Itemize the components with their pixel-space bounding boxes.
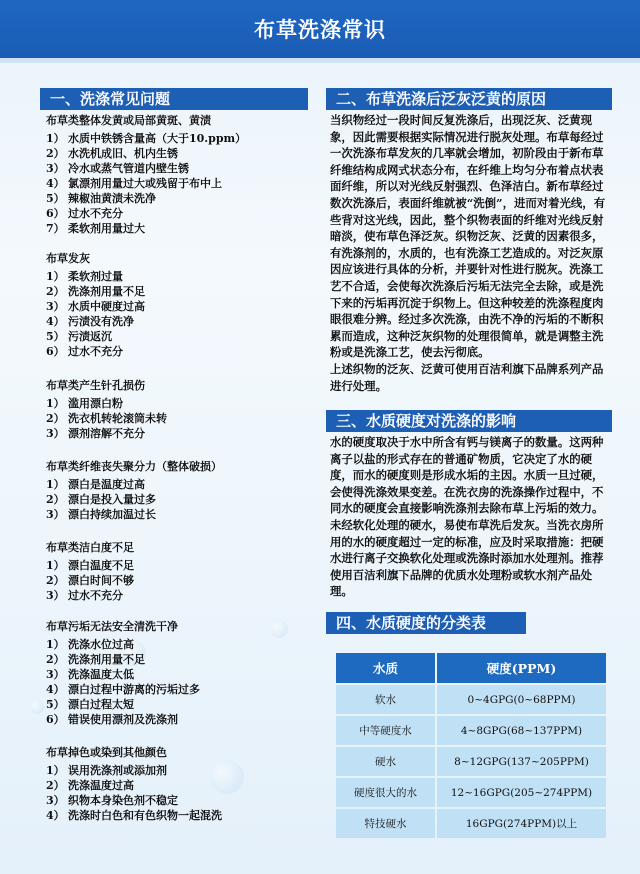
page-title: 布草洗涤常识 [254,18,386,42]
banner-divider [0,58,640,63]
item-text: 过水不充分 [68,345,123,358]
item-text: 污渍没有洗净 [68,315,134,328]
item-number: 3） [46,162,65,175]
item-number: 3） [46,794,65,807]
list-item [46,558,308,573]
list-item [46,344,308,359]
group-title: 布草类产生针孔损伤 [46,379,145,392]
problem-group [46,459,308,522]
item-number: 2） [46,779,65,792]
paragraph: 水的硬度取决于水中所含有钙与镁离子的数量。这两种离子以盐的形式存在的普通矿物质，它决定了水的硬度，而水的硬度则是形成水垢的主因。水质一旦过硬，会使得洗涤效果变差。在洗衣房的洗涤操作过程中，不同水的硬度会直接影响洗涤剂去除布草上污垢的效力。未经软化处理的硬水，易使布草洗后发灰。当洗衣房所用的水的硬度超过一定的标准，应及时采取措施：把硬水进行离子交换软化处理或洗涤时添加水处理剂。推荐使用百洁利旗下品牌的优质水处理粉或软水剂产品处理。 [330,435,604,599]
section-heading-common-problems: 一、洗涤常见问题 [40,88,308,110]
item-number: 2） [46,493,65,506]
item-number: 2） [46,653,65,666]
item-number: 6） [46,345,65,358]
list-item [46,793,308,808]
list-item [46,176,308,191]
item-text: 漂白过程太短 [68,698,134,711]
item-number: 2） [46,147,65,160]
water-hardness-text [330,434,610,600]
table-row [336,716,606,745]
item-text: 漂白是投入量过多 [68,493,156,506]
item-text: 过水不充分 [68,207,123,220]
column-header-water-type: 水质 [336,653,435,683]
item-number: 1） [46,764,65,777]
item-text: 污渍返沉 [68,330,112,343]
list-item [46,426,308,441]
item-text: 洗涤温度太低 [68,668,134,681]
item-number: 1） [46,559,65,572]
item-text: 漂白温度不足 [68,559,134,572]
item-number: 3） [46,589,65,602]
table-row [336,747,606,776]
table-body [336,685,606,838]
list-item [46,329,308,344]
cell-water-type: 中等硬度水 [336,716,435,745]
cell-hardness-range: 0~4GPG(0~68PPM) [437,685,606,714]
problem-group [46,540,308,603]
item-number: 2） [46,574,65,587]
item-number: 3） [46,300,65,313]
item-text: 水洗机成旧、机内生锈 [68,147,178,160]
list-item [46,411,308,426]
hardness-table [334,651,608,840]
group-title: 布草污垢无法安全清洗干净 [46,620,178,633]
list-item [46,131,308,146]
list-item [46,492,308,507]
list-item [46,284,308,299]
item-text: 织物本身染色剂不稳定 [68,794,178,807]
item-number: 4） [46,809,65,822]
problem-group [46,619,308,727]
list-item [46,763,308,778]
item-number: 1） [46,638,65,651]
item-text: 辣椒油黄渍未洗净 [68,192,156,205]
item-text: 洗衣机转轮滚筒未转 [68,412,167,425]
problem-group [46,113,308,236]
item-number: 6） [46,207,65,220]
group-title: 布草类纤维丧失聚分力（整体破损） [46,460,222,473]
item-text: 漂白是温度过高 [68,478,145,491]
list-item [46,299,308,314]
group-title: 布草发灰 [46,252,90,265]
item-text: 滥用漂白粉 [68,397,123,410]
item-text: 氯漂剂用量过大或残留于布中上 [68,177,222,190]
item-text: 水质中硬度过高 [68,300,145,313]
list-item [46,507,308,522]
item-number: 7） [46,222,65,235]
item-text: 洗涤温度过高 [68,779,134,792]
paragraph: 当织物经过一段时间反复洗涤后，出现泛灰、泛黄现象，因此需要根据实际情况进行脱灰处理。布草每经过一次洗涤布草发灰的几率就会增加，初阶段由于新布草纤维结构成网式状态分布，在纤维上均匀分布着点状表面纤维，所以对光线反射强烈、色泽洁白。新布草经过数次洗涤后，表面纤维就被“洗倒”，进而对着光线，有些背对这光线，因此，整个织物表面的纤维对光线反射暗淡，使布草色泽泛灰。织物泛灰、泛黄的因素很多，有洗涤剂的，水质的，也有洗涤工艺造成的。对泛灰原因应该进行具体的分析，并要针对性进行脱灰。洗涤工艺不合适，会使每次洗涤后污垢无法完全去除，或是洗下来的污垢再沉淀于织物上。但这种较差的洗涤程度肉眼很难分辨。经过多次洗涤，由洗不净的污垢的不断积累而造成，这种泛灰织物的处理很简单，就是调整主洗粉或是洗涤工艺，使去污彻底。 [330,113,606,360]
item-text: 洗涤剂用量不足 [68,653,145,666]
cell-water-type: 软水 [336,685,435,714]
item-text: 漂白过程中游离的污垢过多 [68,683,200,696]
item-text: 漂白持续加温过长 [68,508,156,521]
item-text: 洗涤水位过高 [68,638,134,651]
item-number: 1） [46,132,65,145]
cell-water-type: 硬度很大的水 [336,778,435,807]
list-item [46,697,308,712]
list-item [46,477,308,492]
graying-causes-text [330,112,610,394]
item-number: 6） [46,713,65,726]
problem-group [46,378,308,441]
item-number: 2） [46,412,65,425]
item-number: 5） [46,192,65,205]
item-text: 水质中铁锈含量高（大于10.ppm） [68,132,247,145]
list-item [46,191,308,206]
list-item [46,778,308,793]
table-row [336,809,606,838]
problem-group [46,251,308,359]
item-number: 3） [46,668,65,681]
cell-hardness-range: 4~8GPG(68~137PPM) [437,716,606,745]
table-row [336,778,606,807]
paragraph: 上述织物的泛灰、泛黄可使用百洁利旗下品牌系列产品进行处理。 [330,361,604,393]
list-item [46,808,308,823]
item-number: 1） [46,478,65,491]
item-number: 1） [46,270,65,283]
list-item [46,396,308,411]
list-item [46,221,308,236]
item-number: 2） [46,285,65,298]
item-number: 3） [46,508,65,521]
list-item [46,573,308,588]
item-text: 柔软剂过量 [68,270,123,283]
item-text: 漂剂溶解不充分 [68,427,145,440]
item-number: 4） [46,315,65,328]
problem-group [46,745,308,823]
item-text: 误用洗涤剂或添加剂 [68,764,167,777]
cell-hardness-range: 8~12GPG(137~205PPM) [437,747,606,776]
section-heading-graying-causes: 二、布草洗涤后泛灰泛黄的原因 [326,88,612,110]
list-item [46,161,308,176]
item-text: 洗涤剂用量不足 [68,285,145,298]
item-number: 5） [46,330,65,343]
item-number: 1） [46,397,65,410]
list-item [46,146,308,161]
column-header-hardness: 硬度(PPM) [437,653,606,683]
list-item [46,712,308,727]
group-title: 布草类整体发黄或局部黄斑、黄渍 [46,114,211,127]
item-number: 5） [46,698,65,711]
table-header-row [336,653,606,683]
cell-water-type: 特技硬水 [336,809,435,838]
item-text: 冷水或蒸气管道内壁生锈 [68,162,189,175]
item-number: 4） [46,177,65,190]
cell-hardness-range: 12~16GPG(205~274PPM) [437,778,606,807]
list-item [46,667,308,682]
list-item [46,206,308,221]
list-item [46,637,308,652]
list-item [46,588,308,603]
cell-hardness-range: 16GPG(274PPM)以上 [437,809,606,838]
list-item [46,652,308,667]
cell-water-type: 硬水 [336,747,435,776]
item-text: 漂白时间不够 [68,574,134,587]
item-text: 过水不充分 [68,589,123,602]
group-title: 布草掉色或染到其他颜色 [46,746,167,759]
item-text: 柔软剂用量过大 [68,222,145,235]
list-item [46,269,308,284]
table-row [336,685,606,714]
item-number: 4） [46,683,65,696]
item-text: 错误使用漂剂及洗涤剂 [68,713,178,726]
section-heading-water-hardness-impact: 三、水质硬度对洗涤的影响 [326,410,612,432]
item-text: 洗涤时白色和有色织物一起混洗 [68,809,222,822]
group-title: 布草类洁白度不足 [46,541,134,554]
section-heading-hardness-table: 四、水质硬度的分类表 [326,612,526,634]
item-number: 3） [46,427,65,440]
list-item [46,314,308,329]
water-drop-decoration [30,700,44,714]
list-item [46,682,308,697]
